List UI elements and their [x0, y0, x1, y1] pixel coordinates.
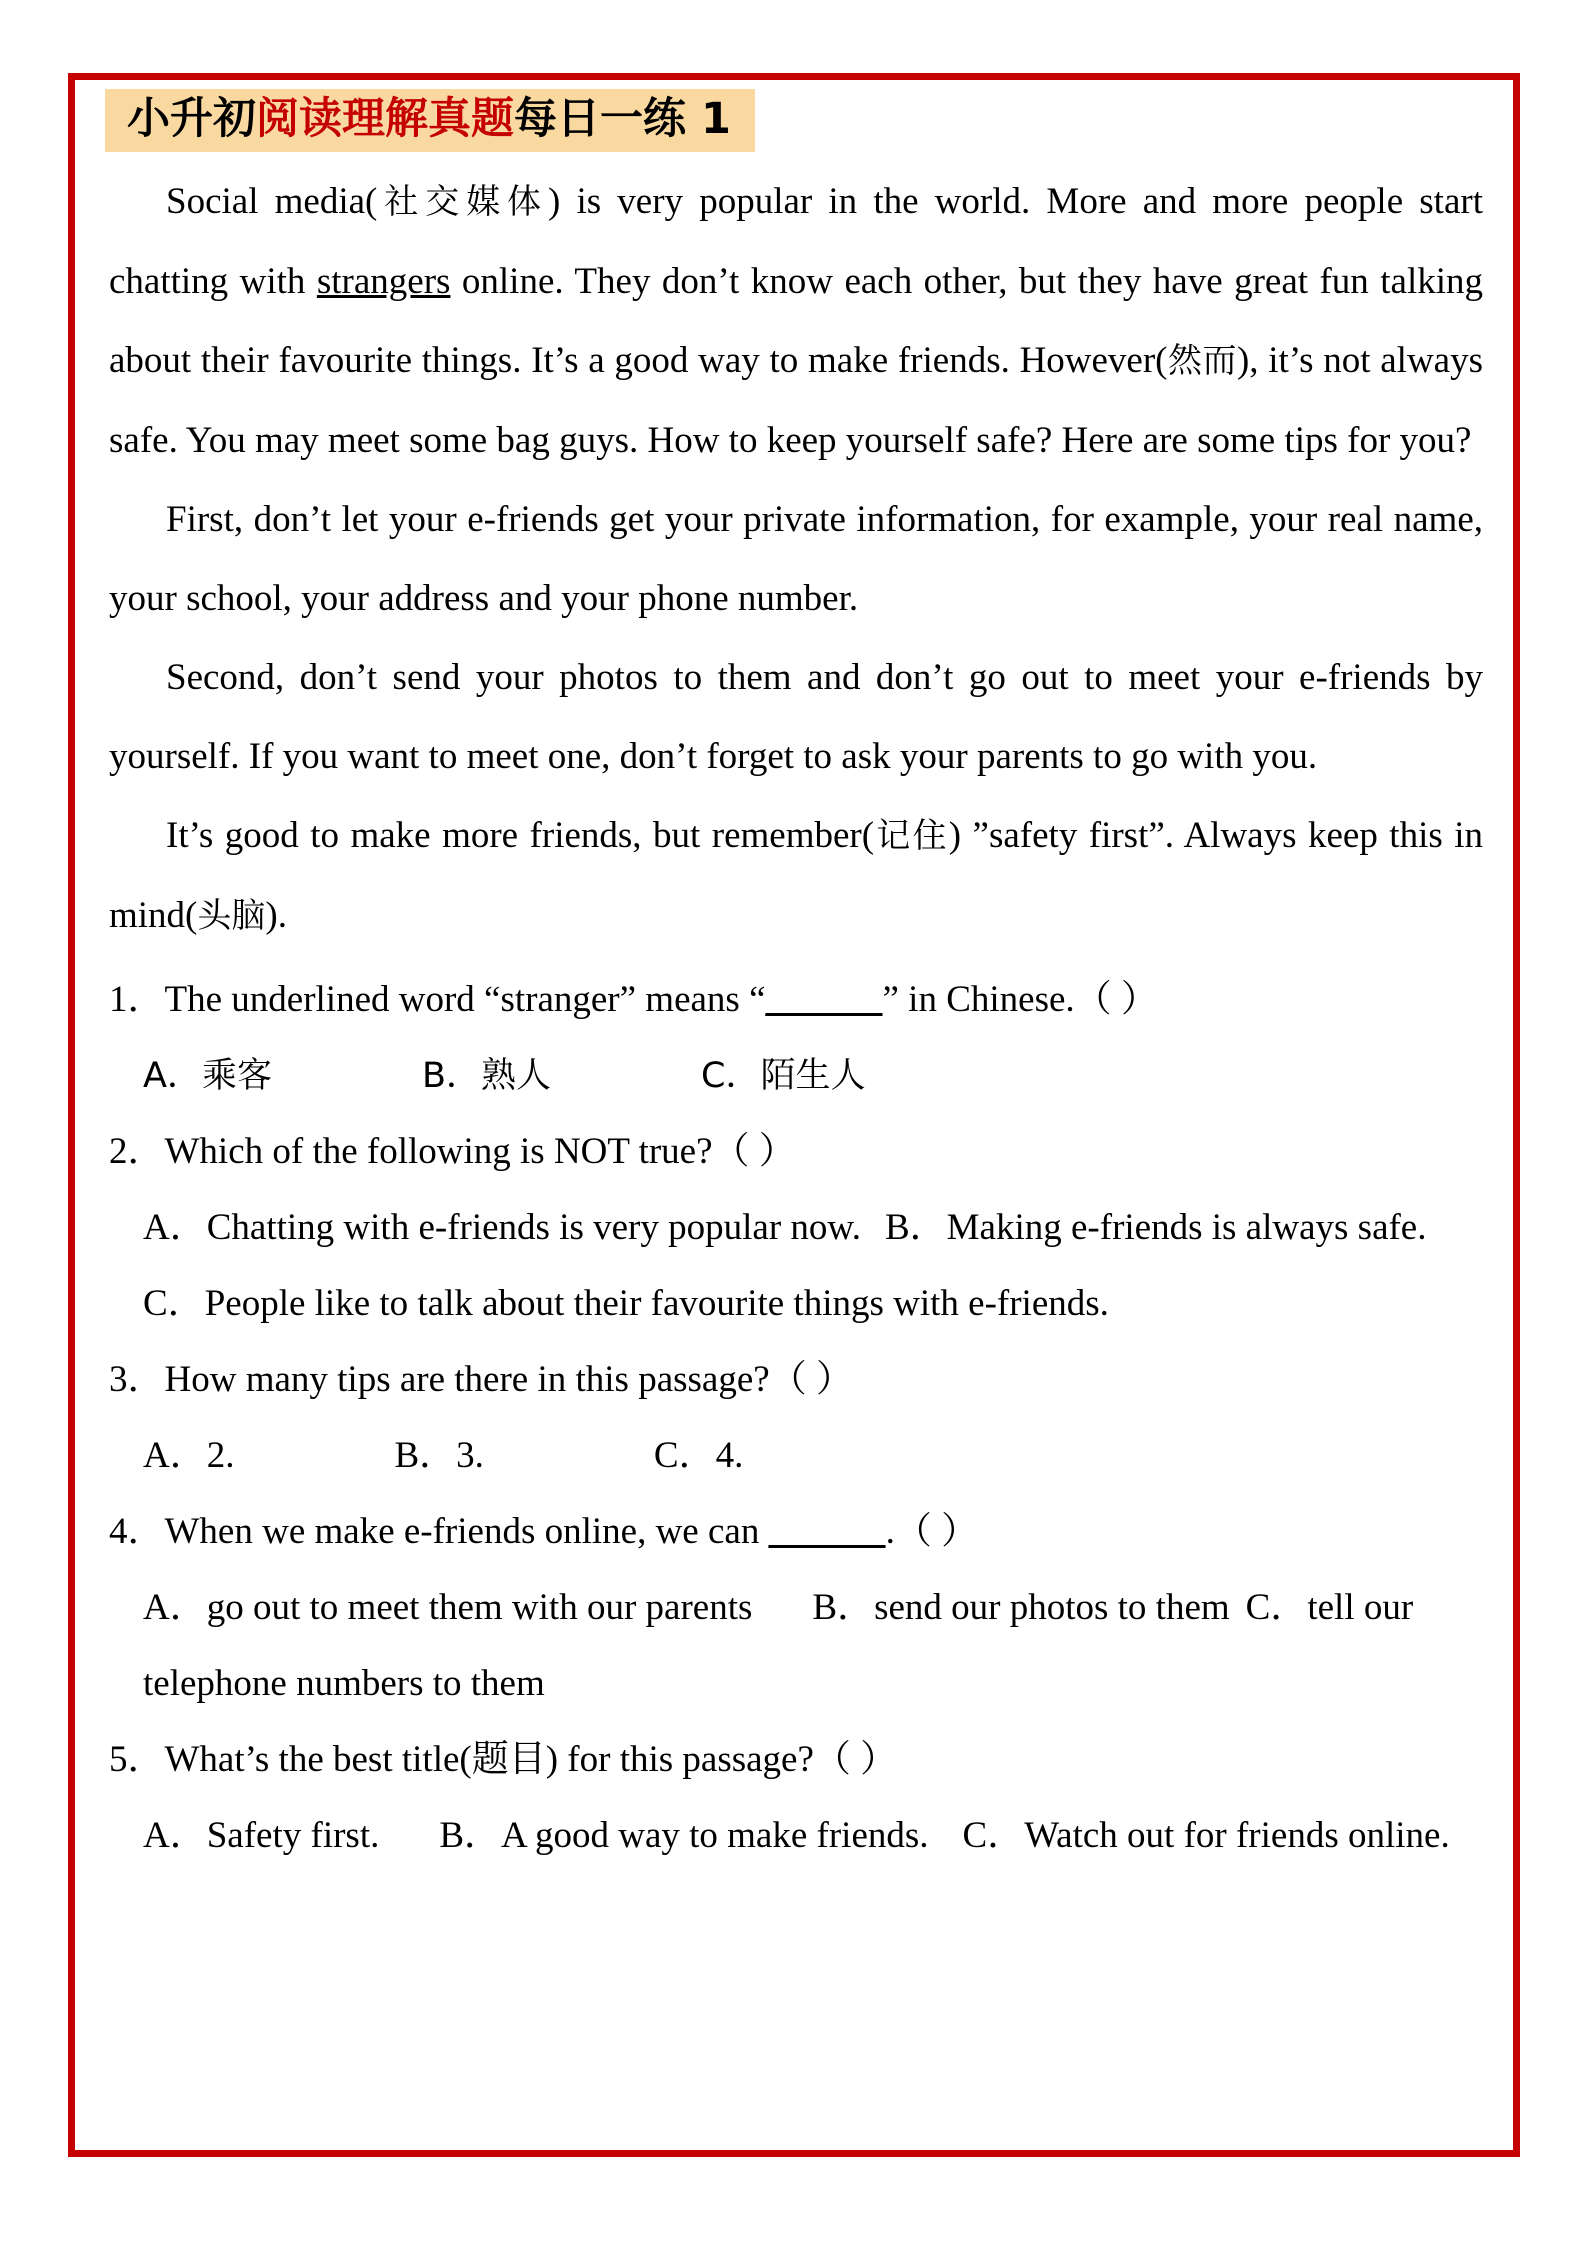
- question-2-options-row1[interactable]: [109, 1190, 1483, 1266]
- question-3-stem: 3．How many tips are there in this passage?（ ）: [109, 1359, 853, 1400]
- q4-blank[interactable]: ______: [768, 1511, 886, 1552]
- q3-opt-b[interactable]: [394, 1435, 483, 1476]
- q3-opt-b-label: B．: [394, 1435, 457, 1476]
- q4-stem-a: When we make e-friends online, we can: [164, 1511, 769, 1552]
- q1-opt-a-text: 乘客: [201, 1056, 272, 1096]
- title-segment-1: 小升初: [127, 94, 256, 144]
- text-run-4: online. They don’t know each other, but they have great fun talking about their favourite things. It’s a good way to make friends. However(: [109, 261, 1484, 381]
- q4-stem-b: .（ ）: [885, 1511, 979, 1552]
- title-banner: [105, 89, 755, 152]
- q2-opt-a[interactable]: [143, 1207, 861, 1248]
- chinese-gloss: 记住: [874, 816, 949, 856]
- q1-opt-b-label: B．: [421, 1056, 481, 1096]
- q1-opt-a[interactable]: [143, 1056, 272, 1096]
- passage-paragraph-3: [109, 638, 1483, 796]
- text-run-2: ) ”safety first”. Always keep this in mind(: [109, 815, 1483, 936]
- chinese-gloss: 头脑: [197, 896, 266, 936]
- q1-opt-c-text: 陌生人: [760, 1056, 866, 1096]
- underlined-word: strangers: [316, 261, 451, 302]
- q4-opt-c-text: tell our telephone numbers to them: [143, 1587, 1414, 1704]
- q2-opt-b[interactable]: [885, 1207, 1427, 1248]
- q1-opt-b[interactable]: [422, 1056, 551, 1096]
- q5-opt-c[interactable]: [963, 1815, 1450, 1856]
- q5-opt-a-label: A．: [143, 1815, 207, 1856]
- q1-opt-b-text: 熟人: [480, 1056, 551, 1096]
- passage-paragraph-2: [109, 480, 1483, 638]
- text-run-0: 5．What’s the best title(: [109, 1739, 472, 1780]
- question-4-stem: [109, 1494, 1483, 1570]
- text-run-0: It’s good to make more friends, but remember(: [166, 815, 875, 856]
- q5-opt-b-text: A good way to make friends.: [501, 1815, 929, 1856]
- q5-opt-a[interactable]: [143, 1815, 379, 1856]
- question-1-options[interactable]: [109, 1038, 1483, 1114]
- worksheet-title: [127, 94, 731, 144]
- q3-opt-c[interactable]: [654, 1435, 743, 1476]
- question-5-stem: [109, 1722, 1483, 1798]
- q2-opt-c[interactable]: [143, 1283, 1109, 1324]
- q4-opt-a-label: A．: [143, 1587, 207, 1628]
- q5-opt-c-label: C．: [962, 1815, 1025, 1856]
- q3-opt-b-text: 3.: [456, 1435, 484, 1476]
- reading-passage: [99, 162, 1491, 956]
- red-border-frame: [68, 73, 1520, 2157]
- q4-opt-a[interactable]: [143, 1587, 752, 1628]
- q1-stem-b: ” in Chinese.（ ）: [882, 979, 1158, 1020]
- q5-opt-a-text: Safety first.: [206, 1815, 380, 1856]
- frame-content: [75, 80, 1513, 2150]
- question-1-stem: [109, 962, 1483, 1038]
- chinese-gloss: 题目: [471, 1739, 546, 1780]
- q1-opt-a-label: A．: [143, 1056, 202, 1096]
- chinese-gloss: 然而: [1167, 341, 1237, 381]
- q3-opt-c-label: C．: [653, 1435, 716, 1476]
- question-3-options[interactable]: [109, 1418, 1483, 1494]
- question-5-options[interactable]: [109, 1798, 1483, 1874]
- q1-opt-c[interactable]: [701, 1056, 865, 1096]
- text-run-4: ).: [265, 895, 287, 936]
- q1-num: 1．: [109, 979, 165, 1020]
- title-segment-3: 每日一练 1: [514, 94, 731, 144]
- q2-opt-c-text: People like to talk about their favourite things with e-friends.: [204, 1283, 1109, 1324]
- q1-stem-a: The underlined word “stranger” means “: [164, 979, 766, 1020]
- question-4-options[interactable]: [109, 1570, 1483, 1722]
- chinese-gloss: 社交媒体: [377, 182, 548, 222]
- q3-opt-a[interactable]: [143, 1435, 234, 1476]
- q2-opt-b-text: Making e-friends is always safe.: [946, 1207, 1427, 1248]
- q4-num: 4．: [109, 1511, 165, 1552]
- passage-paragraph-4: [109, 796, 1483, 956]
- q4-opt-b-label: B．: [812, 1587, 875, 1628]
- q4-opt-b-text: send our photos to them: [874, 1587, 1230, 1628]
- text-run-0: Second, don’t send your photos to them and don’t go out to meet your e-friends by yourself. If you want to meet one, don’t forget to ask your parents to go with you.: [109, 657, 1483, 777]
- text-run-2: ) for this passage?（ ）: [545, 1739, 898, 1780]
- text-run-2: ) is very popular in the world. More and more people start chatting with: [109, 181, 1483, 302]
- q3-opt-c-text: 4.: [715, 1435, 744, 1476]
- q5-opt-b-label: B．: [439, 1815, 502, 1856]
- q3-opt-a-label: A．: [143, 1435, 207, 1476]
- q1-blank[interactable]: ______: [765, 979, 883, 1020]
- q2-opt-a-text: Chatting with e-friends is very popular now.: [206, 1207, 861, 1248]
- q1-opt-c-label: C．: [701, 1056, 761, 1096]
- q2-opt-c-label: C．: [143, 1283, 205, 1324]
- q2-opt-b-label: B．: [884, 1207, 947, 1248]
- q5-opt-c-text: Watch out for friends online.: [1024, 1815, 1450, 1856]
- q5-opt-b[interactable]: [439, 1815, 928, 1856]
- q4-opt-b[interactable]: [812, 1587, 1229, 1628]
- question-2-stem: 2．Which of the following is NOT true?（ ）: [109, 1131, 796, 1172]
- text-run-6: ), it’s not always safe. You may meet some bag guys. How to keep yourself safe? Here are some tips for you?: [109, 340, 1483, 461]
- question-list: [99, 962, 1491, 1874]
- passage-paragraph-1: [109, 162, 1483, 480]
- question-2-options-row2[interactable]: [109, 1266, 1483, 1342]
- q3-opt-a-text: 2.: [206, 1435, 235, 1476]
- text-run-0: First, don’t let your e-friends get your private information, for example, your real name, your school, your address and your phone number.: [109, 499, 1483, 619]
- q4-opt-c-label: C．: [1245, 1587, 1308, 1628]
- q4-opt-a-text: go out to meet them with our parents: [206, 1587, 753, 1628]
- q2-opt-a-label: A．: [143, 1207, 207, 1248]
- title-segment-2: 阅读理解真题: [256, 94, 514, 144]
- text-run-0: Social media(: [166, 181, 378, 222]
